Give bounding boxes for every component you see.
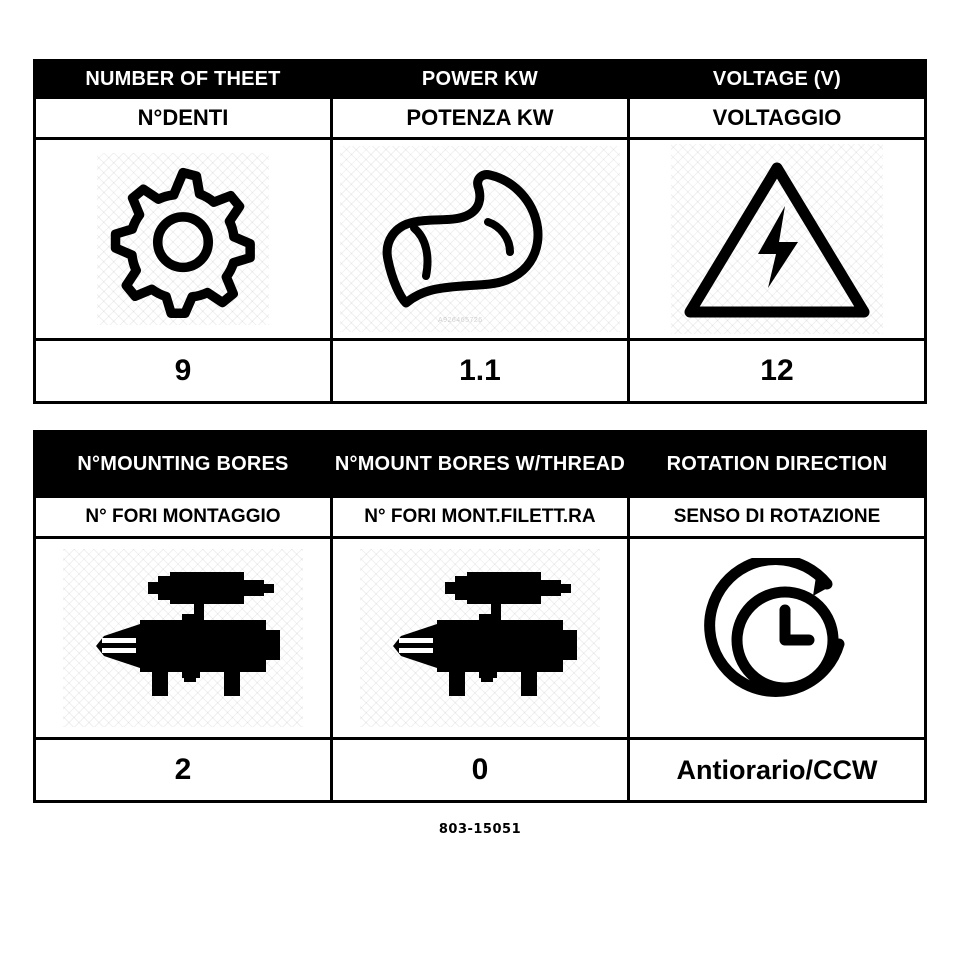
value-number-of-theet: 9 — [35, 340, 332, 403]
table-row-header-it — [35, 98, 926, 139]
starter-motor-icon — [360, 549, 600, 727]
table-row-header-it — [35, 497, 926, 538]
counterclockwise-clock-icon — [682, 553, 872, 723]
table-row-icons — [35, 139, 926, 340]
value-mount-bores-thread: 0 — [331, 739, 628, 802]
icon-cell-voltage — [628, 139, 925, 340]
watermark-code: A926465726 — [437, 317, 483, 324]
header-it-senso-di-rotazione: SENSO DI ROTAZIONE — [628, 497, 925, 538]
icon-cell-rotation-direction — [628, 538, 925, 739]
table-row-icons — [35, 538, 926, 739]
starter-motor-icon — [63, 549, 303, 727]
header-it-potenza-kw: POTENZA KW — [331, 98, 628, 139]
header-it-voltaggio: VOLTAGGIO — [628, 98, 925, 139]
header-en-rotation-direction: ROTATION DIRECTION — [628, 432, 925, 497]
header-en-number-of-theet: NUMBER OF THEET — [35, 61, 332, 98]
header-en-mount-bores-thread: N°MOUNT BORES W/THREAD — [331, 432, 628, 497]
gear-icon — [97, 153, 269, 325]
value-mounting-bores: 2 — [35, 739, 332, 802]
value-rotation-direction: Antiorario/CCW — [628, 739, 925, 802]
flexed-biceps-icon — [340, 146, 620, 332]
high-voltage-warning-icon — [671, 144, 883, 334]
icon-cell-power — [331, 139, 628, 340]
icon-cell-mount-bores-thread — [331, 538, 628, 739]
table-row-header-en — [35, 432, 926, 497]
specs-table-bottom — [33, 430, 927, 803]
header-en-mounting-bores: N°MOUNTING BORES — [35, 432, 332, 497]
table-row-header-en — [35, 61, 926, 98]
table-row-values — [35, 340, 926, 403]
header-en-voltage: VOLTAGE (V) — [628, 61, 925, 98]
value-power-kw: 1.1 — [331, 340, 628, 403]
header-it-fori-mont-filettra: N° FORI MONT.FILETT.RA — [331, 497, 628, 538]
table-row-values — [35, 739, 926, 802]
header-it-ndenti: N°DENTI — [35, 98, 332, 139]
value-voltage: 12 — [628, 340, 925, 403]
part-number: 803-15051 — [438, 822, 522, 837]
icon-cell-gear — [35, 139, 332, 340]
watermark-text-power-light — [436, 224, 438, 231]
specs-table-top — [33, 59, 927, 404]
header-en-power-kw: POWER KW — [331, 61, 628, 98]
icon-cell-mounting-bores — [35, 538, 332, 739]
header-it-fori-montaggio: N° FORI MONTAGGIO — [35, 497, 332, 538]
